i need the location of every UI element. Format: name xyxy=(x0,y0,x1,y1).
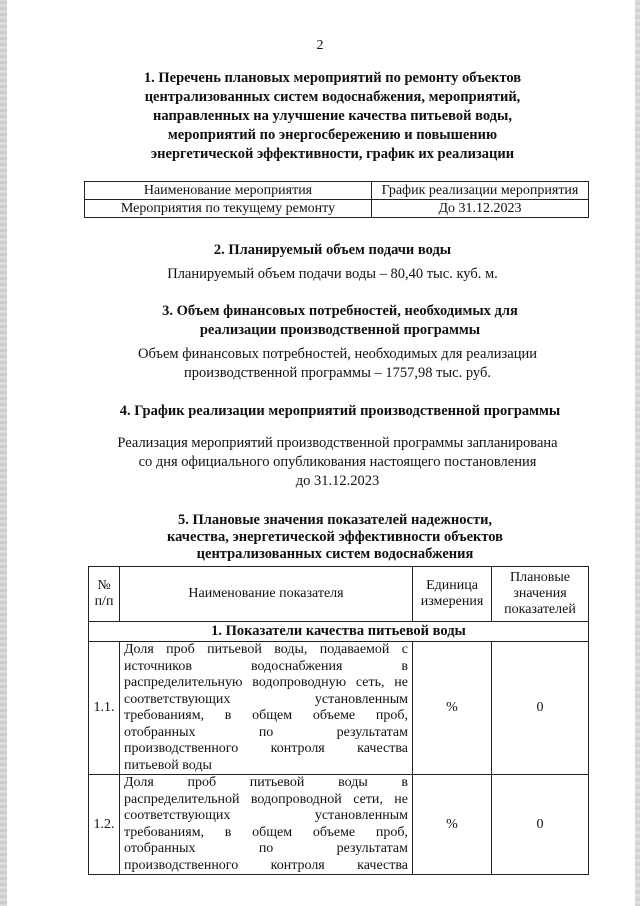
table-row xyxy=(85,200,589,218)
description-line: отобранных по результатам xyxy=(124,841,408,856)
indicators-group-row xyxy=(89,622,589,642)
scan-edge-right xyxy=(635,0,640,906)
section5-title-line: 5. Плановые значения показателей надежности, xyxy=(177,512,493,528)
section4-text-line: Реализация мероприятий производственной программы запланирована xyxy=(117,435,558,451)
section3-title-line: реализации производственной программы xyxy=(199,322,481,338)
section4-text-line: до 31.12.2023 xyxy=(295,473,380,489)
header-value-line: Плановые xyxy=(509,570,571,585)
description-line: отобранных по результатам xyxy=(124,724,408,740)
section1-title xyxy=(60,69,605,164)
header-value-line: показателей xyxy=(504,602,576,617)
section2-text: Планируемый объем подачи воды – 80,40 тыс. куб. м. xyxy=(167,266,498,282)
header-schedule: График реализации мероприятия xyxy=(372,182,589,200)
description-line: требованиям, в общем объеме проб, xyxy=(124,708,408,723)
header-unit xyxy=(413,567,492,622)
activity-name-cell: Мероприятия по текущему ремонту xyxy=(85,200,372,218)
description-line: источников водоснабжения в xyxy=(124,658,408,674)
section1-title-line: централизованных систем водоснабжения, мероприятий, xyxy=(144,89,521,105)
row-unit: % xyxy=(413,642,492,775)
indicators-table xyxy=(88,566,589,875)
section5-title xyxy=(60,512,610,563)
row-value: 0 xyxy=(492,642,589,775)
section3-text-line: производственной программы – 1757,98 тыс. руб. xyxy=(184,365,491,381)
row-number: 1.2. xyxy=(89,775,120,875)
header-indicator-name: Наименование показателя xyxy=(120,567,413,622)
section3-text-line: Объем финансовых потребностей, необходимых для реализации xyxy=(138,346,537,362)
section1-title-line: 1. Перечень плановых мероприятий по ремонту объектов xyxy=(143,70,522,86)
description-line: Доля проб питьевой воды в xyxy=(124,775,408,790)
description-line: распределительной водопроводной сети, не xyxy=(124,791,408,807)
header-number xyxy=(89,567,120,622)
description-line: производственного контроля качества xyxy=(124,857,408,873)
section1-title-line: направленных на улучшение качества питьевой воды, xyxy=(153,108,512,124)
row-number: 1.1. xyxy=(89,642,120,775)
row-value: 0 xyxy=(492,775,589,875)
header-number-line: № xyxy=(97,578,111,593)
page-number: 2 xyxy=(316,38,324,53)
header-planned-values xyxy=(492,567,589,622)
table-row xyxy=(89,642,589,775)
activities-table-header xyxy=(85,182,589,200)
header-value-line: значения xyxy=(513,586,567,601)
description-line: Доля проб питьевой воды, подаваемой с xyxy=(124,642,408,657)
indicators-group-title: 1. Показатели качества питьевой воды xyxy=(89,622,589,642)
table-row xyxy=(89,775,589,875)
description-line: требованиям, в общем объеме проб, xyxy=(124,824,408,840)
section4-text-line: со дня официального опубликования настоящего постановления xyxy=(138,454,537,470)
indicators-table-header xyxy=(89,567,589,622)
section4-text xyxy=(60,434,615,491)
header-unit-line: измерения xyxy=(420,594,484,609)
header-unit-line: Единица xyxy=(426,578,478,593)
row-unit: % xyxy=(413,775,492,875)
row-indicator-description xyxy=(120,775,413,875)
description-line: питьевой воды xyxy=(124,757,212,773)
description-line: производственного контроля качества xyxy=(124,741,408,756)
section3-text xyxy=(50,345,625,383)
section5-title-line: централизованных систем водоснабжения xyxy=(196,546,474,562)
activities-table xyxy=(84,181,589,218)
description-line: распределительную водопроводную сеть, не xyxy=(124,675,408,690)
row-indicator-description xyxy=(120,642,413,775)
section5-title-line: качества, энергетической эффективности объектов xyxy=(166,529,504,545)
schedule-cell: До 31.12.2023 xyxy=(372,200,589,218)
scan-edge-left xyxy=(0,0,7,906)
header-activity-name: Наименование мероприятия xyxy=(85,182,372,200)
description-line: соответствующих установленным xyxy=(124,691,408,707)
header-number-line: п/п xyxy=(94,594,114,609)
section3-title-line: 3. Объем финансовых потребностей, необходимых для xyxy=(162,303,518,319)
description-line: соответствующих установленным xyxy=(124,808,408,823)
section1-title-line: энергетической эффективности, график их реализации xyxy=(150,146,515,162)
section2-title: 2. Планируемый объем подачи воды xyxy=(213,242,452,258)
section4-title: 4. График реализации мероприятий производственной программы xyxy=(119,403,561,419)
section1-title-line: мероприятий по энергосбережению и повышению xyxy=(167,127,498,143)
section3-title xyxy=(60,302,620,340)
